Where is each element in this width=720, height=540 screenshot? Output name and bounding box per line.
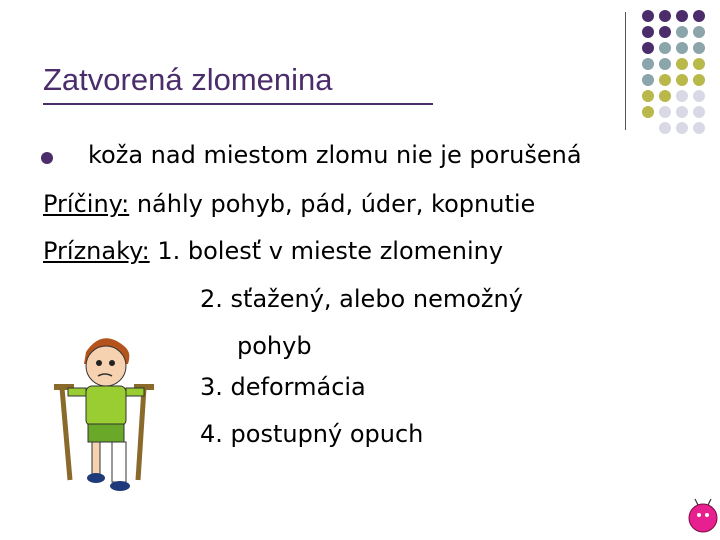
title-underline <box>43 103 433 105</box>
causes-text: náhly pohyb, pád, úder, kopnutie <box>129 190 536 218</box>
symptom-item: 3. deformácia <box>200 373 366 401</box>
decorative-dot <box>659 42 671 54</box>
boy-on-crutches-illustration <box>40 330 170 495</box>
decorative-dot <box>642 90 654 102</box>
decorative-dot <box>676 122 688 134</box>
decorative-dot <box>693 26 705 38</box>
symptom-item: pohyb <box>237 332 312 360</box>
decorative-dot <box>642 42 654 54</box>
causes-label: Príčiny: <box>43 190 130 218</box>
bullet-text: koža nad miestom zlomu nie je porušená <box>88 141 582 169</box>
causes-line <box>43 190 535 218</box>
symptoms-line <box>43 237 503 265</box>
symptom-item: 4. postupný opuch <box>200 420 424 448</box>
decorative-dot <box>693 42 705 54</box>
decorative-dot <box>676 106 688 118</box>
decorative-dot <box>642 106 654 118</box>
decorative-dot <box>693 74 705 86</box>
decorative-dot <box>659 58 671 70</box>
decorative-dot <box>693 10 705 22</box>
bullet-dot-icon <box>41 152 53 164</box>
decorative-dot <box>659 26 671 38</box>
decorative-vertical-line <box>625 12 626 130</box>
decorative-dot <box>659 90 671 102</box>
pink-ball-icon <box>686 497 720 535</box>
decorative-dot <box>659 122 671 134</box>
decorative-dot <box>693 122 705 134</box>
decorative-dot <box>642 58 654 70</box>
decorative-dot <box>693 106 705 118</box>
decorative-dot <box>676 42 688 54</box>
decorative-dot <box>676 10 688 22</box>
symptoms-label: Príznaky: <box>43 237 150 265</box>
decorative-dot <box>693 90 705 102</box>
decorative-dot <box>676 26 688 38</box>
symptom-item: 2. sťažený, alebo nemožný <box>200 285 523 313</box>
decorative-dot <box>659 10 671 22</box>
decorative-dot <box>693 58 705 70</box>
decorative-dot <box>642 10 654 22</box>
decorative-dot <box>676 74 688 86</box>
decorative-dot <box>659 74 671 86</box>
decorative-dot <box>676 90 688 102</box>
decorative-dot <box>676 58 688 70</box>
slide-title: Zatvorená zlomenina <box>43 62 333 97</box>
symptom-item: 1. bolesť v mieste zlomeniny <box>157 237 504 265</box>
decorative-dot <box>642 74 654 86</box>
decorative-dot <box>642 26 654 38</box>
decorative-dot <box>659 106 671 118</box>
